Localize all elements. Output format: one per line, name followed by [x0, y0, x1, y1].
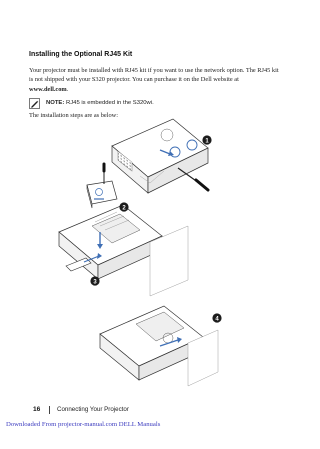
intro-end: . — [66, 85, 69, 93]
section-heading: Installing the Optional RJ45 Kit — [29, 49, 133, 58]
svg-text:1: 1 — [205, 138, 209, 145]
step-2-cover — [87, 164, 117, 208]
footer-separator — [49, 406, 50, 414]
page-number: 16 — [33, 406, 41, 413]
callout-2 — [119, 202, 128, 211]
step-1-projector — [112, 119, 208, 193]
note-body: RJ45 is embedded in the S320wi. — [64, 100, 154, 106]
steps-intro: The installation steps are as below: — [29, 112, 118, 119]
download-source-link[interactable]: Downloaded From projector-manual.com DELL Manuals — [6, 421, 161, 428]
svg-text:3: 3 — [93, 279, 97, 286]
step-3-rj45-module — [59, 205, 188, 296]
callout-4 — [212, 313, 221, 322]
svg-text:2: 2 — [122, 205, 126, 212]
step-4-projector — [100, 306, 218, 386]
callout-1 — [202, 135, 211, 144]
chapter-title: Connecting Your Projector — [57, 406, 129, 413]
note-label: NOTE: — [46, 100, 65, 106]
callout-3 — [90, 276, 99, 285]
svg-text:4: 4 — [215, 316, 219, 323]
dell-website-link[interactable]: www.dell.com — [29, 85, 67, 93]
intro-text: Your projector must be installed with RJ45 kit if you want to use the network option. The RJ45 kit is not shipped with your S320 projector. You can purchase it on the Dell website at — [29, 67, 279, 84]
